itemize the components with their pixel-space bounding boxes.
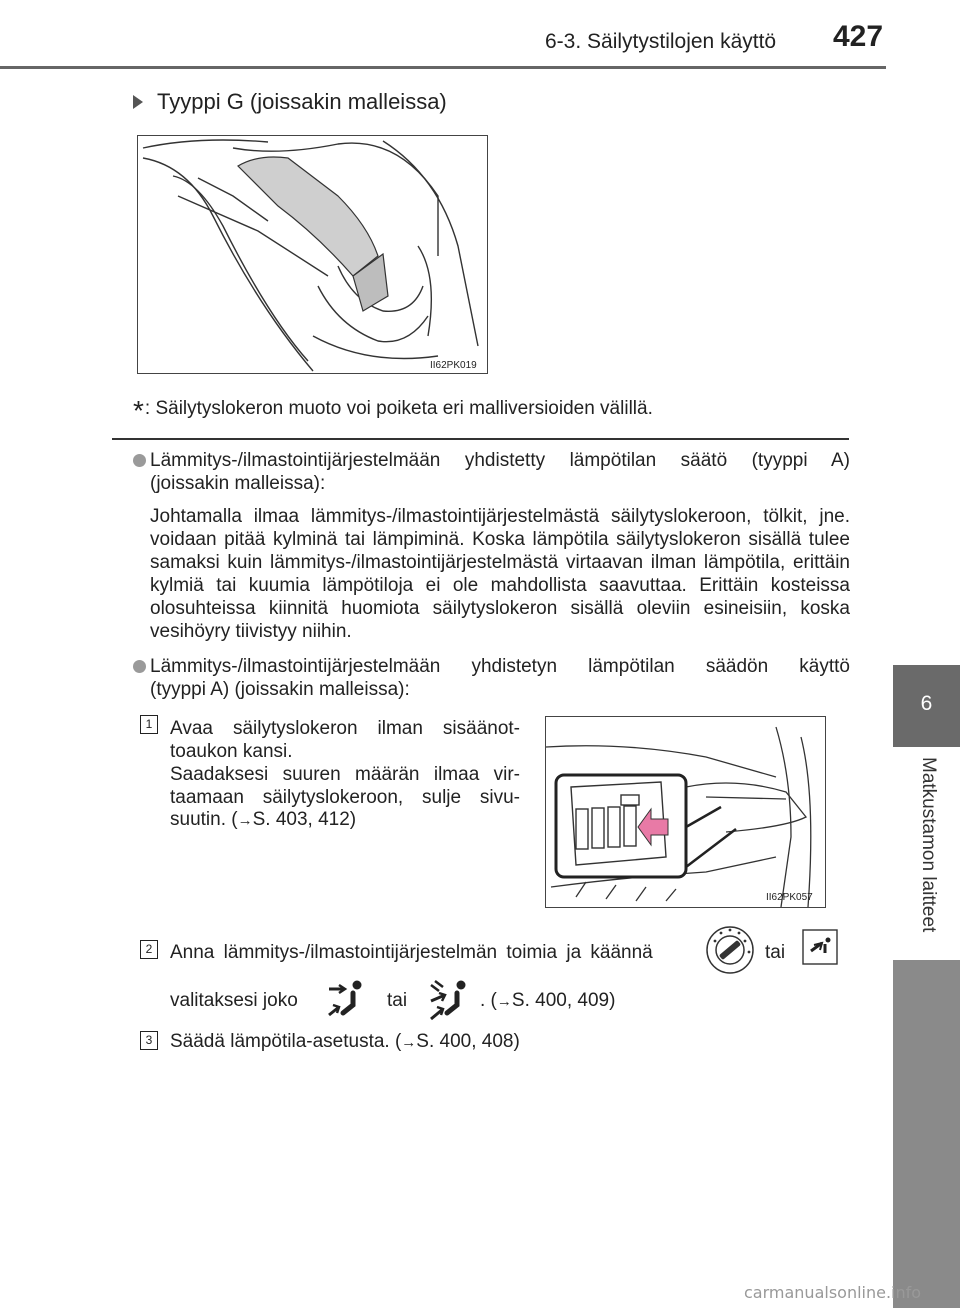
chapter-title: Matkustamon laitteet (918, 757, 939, 933)
step-number: 1 (140, 715, 158, 734)
step2-line2b: tai (387, 990, 408, 1011)
bullet1-body: Johtamalla ilmaa lämmitys-/ilmastointijärjestelmästä säilytyslokeroon, tölkit, jne. voidaan pitää kylminä tai lämpiminä. Koska lämpötila säilytyslokeron sisällä tulee samaksi kuin lämmitys-/ilmastointijärjestelmästä virtaavan ilman lämpötila, erittäin kylmiä tai kuumia lämpötiloja ei ole mahdollista saavuttaa. Erittäin kosteissa olosuhteissa kiinnitä huomiota säilytyslokeron sisällä oleviin esineisiin, koska vesihöyry tiivistyy niihin. (150, 506, 850, 642)
subsection-heading (133, 89, 447, 115)
air-inlet-illustration (546, 717, 825, 907)
bullet2-title-line1: Lämmitys-/ilmastointijärjestelmään yhdistetyn lämpötilan säädön käyttö (150, 656, 850, 677)
footnote: *: Säilytyslokeron muoto voi poiketa eri malliversioiden välillä. (133, 395, 653, 426)
page-ref[interactable]: S. 400, 409) (511, 990, 616, 1011)
bullet1-title-line1: Lämmitys-/ilmastointijärjestelmään yhdistetty lämpötilan säätö (tyyppi A) (150, 450, 850, 471)
section-title: 6-3. Säilytystilojen käyttö (545, 30, 777, 53)
ref-arrow: → (401, 1034, 417, 1051)
step2-line1b: tai (765, 942, 786, 963)
site-watermark: carmanualsonline.info (744, 1283, 922, 1302)
chapter-number: 6 (920, 692, 933, 715)
step2-line2a: valitaksesi joko (170, 990, 298, 1011)
page-ref[interactable]: S. 403, 412) (252, 809, 357, 830)
section-divider (112, 438, 849, 440)
figure-air-inlet (545, 716, 826, 908)
step1-line1: Avaa säilytyslokeron ilman sisäänot- (170, 718, 520, 739)
footnote-text: Säilytyslokeron muoto voi poiketa eri malliversioiden välillä. (155, 398, 653, 419)
vent-mode-icon (802, 929, 838, 970)
triangle-right-icon (133, 95, 143, 109)
circle-bullet (133, 454, 146, 467)
step1-line2: toaukon kansi. (170, 741, 293, 762)
page-number: 427 (833, 20, 884, 53)
foot-defrost-mode-icon (425, 977, 473, 1030)
heading-text: Tyyppi G (joissakin malleissa) (157, 89, 447, 114)
circle-bullet (133, 660, 146, 673)
bullet2-title-line2: (tyyppi A) (joissakin malleissa): (150, 679, 410, 700)
header-divider (0, 66, 886, 69)
step2-line1a: Anna lämmitys-/ilmastointijärjestelmän toimia ja käännä (170, 942, 653, 963)
step1-line3: Saadaksesi suuren määrän ilmaa vir- (170, 764, 520, 785)
chapter-tab (893, 665, 960, 747)
bullet1-title-line2: (joissakin malleissa): (150, 473, 326, 494)
ref-arrow: → (237, 812, 253, 829)
ref-arrow: → (496, 993, 512, 1010)
figure-code: II62PK057 (766, 892, 813, 903)
step1-line4: taamaan säilytyslokeroon, sulje sivu- (170, 787, 520, 808)
footnote-star: * (133, 395, 144, 426)
chapter-label (893, 757, 960, 957)
chapter-side-bar (893, 960, 960, 1308)
step3-line: Säädä lämpötila-asetusta. (→S. 400, 408) (170, 1031, 520, 1052)
foot-mode-icon (323, 977, 371, 1030)
mode-dial-icon (705, 925, 755, 980)
page-ref[interactable]: S. 400, 408) (416, 1031, 520, 1052)
figure-code: II62PK019 (430, 360, 477, 371)
console-illustration (138, 136, 487, 373)
step2-line2c: . (→S. 400, 409) (480, 990, 616, 1011)
figure-console-storage (137, 135, 488, 374)
step1-line5: suutin. (→S. 403, 412) (170, 809, 357, 830)
step-number: 2 (140, 940, 158, 959)
step-number: 3 (140, 1031, 158, 1050)
